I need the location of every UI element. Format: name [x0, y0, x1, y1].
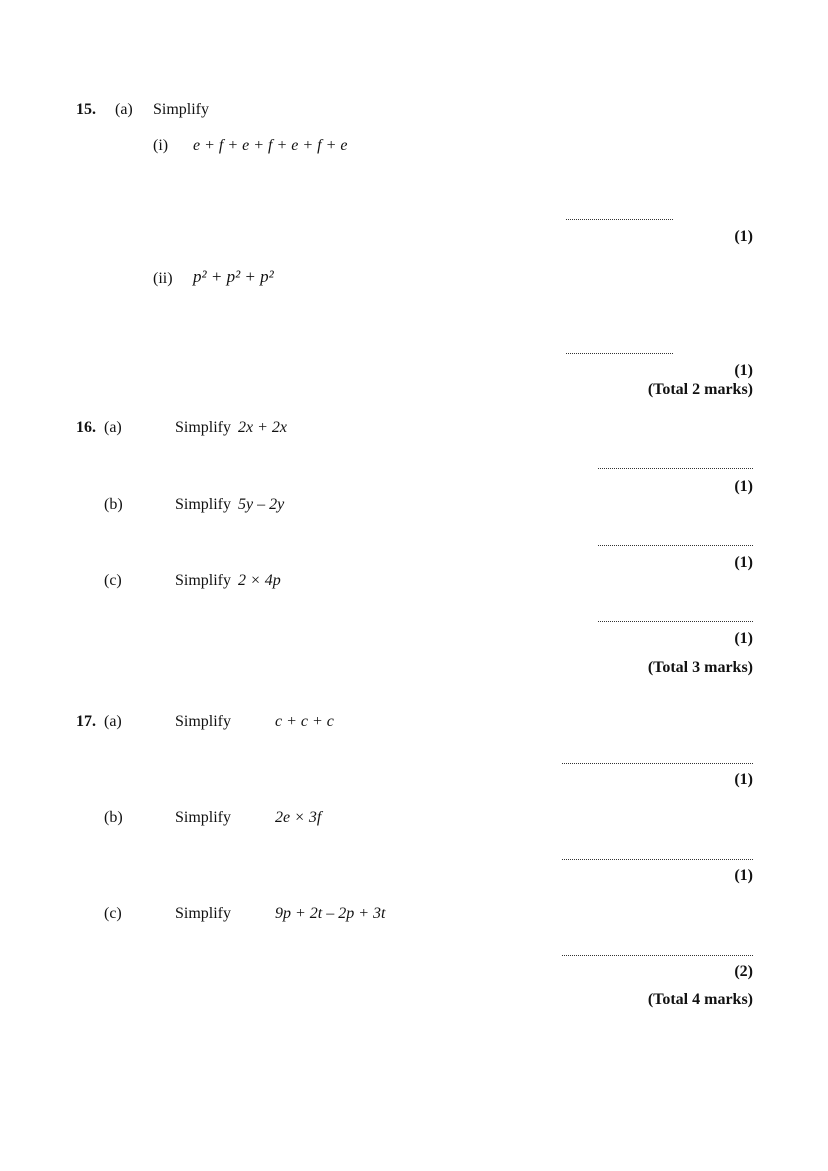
- expression: 5y – 2y: [238, 496, 285, 513]
- expression: 9p + 2t – 2p + 3t: [275, 905, 386, 922]
- part-label: (a): [104, 419, 122, 436]
- answer-line[interactable]: [598, 621, 753, 622]
- answer-line[interactable]: [562, 955, 753, 956]
- marks: (1): [734, 554, 753, 571]
- instruction: Simplify: [175, 809, 232, 826]
- instruction: Simplify: [175, 905, 232, 922]
- sub-part-label: (i): [153, 137, 169, 154]
- instruction: Simplify: [175, 419, 232, 436]
- answer-line[interactable]: [566, 353, 673, 354]
- answer-line[interactable]: [562, 859, 753, 860]
- part-label: (c): [104, 905, 122, 922]
- expression: 2x + 2x: [238, 419, 287, 436]
- marks: (1): [734, 630, 753, 647]
- part-label: (c): [104, 572, 122, 589]
- instruction: Simplify: [175, 572, 232, 589]
- part-label: (b): [104, 809, 123, 826]
- answer-line[interactable]: [566, 219, 673, 220]
- expression: p² + p² + p²: [193, 267, 274, 286]
- total-marks: (Total 3 marks): [647, 659, 753, 676]
- marks: (1): [734, 362, 753, 379]
- marks: (1): [734, 867, 753, 884]
- answer-line[interactable]: [598, 468, 753, 469]
- instruction: Simplify: [175, 496, 232, 513]
- expression: c + c + c: [275, 713, 334, 730]
- part-label: (a): [115, 101, 133, 118]
- answer-line[interactable]: [598, 545, 753, 546]
- expression: 2 × 4p: [238, 572, 281, 589]
- marks: (1): [734, 478, 753, 495]
- question-number: 16.: [76, 419, 96, 436]
- total-marks: (Total 2 marks): [647, 381, 753, 398]
- sub-part-label: (ii): [153, 270, 173, 287]
- part-label: (b): [104, 496, 123, 513]
- marks: (1): [734, 771, 753, 788]
- instruction: Simplify: [175, 713, 232, 730]
- question-number: 15.: [76, 101, 96, 118]
- expression: 2e × 3f: [275, 809, 322, 826]
- marks: (2): [734, 963, 753, 980]
- marks: (1): [734, 228, 753, 245]
- question-number: 17.: [76, 713, 96, 730]
- expression: e + f + e + f + e + f + e: [193, 137, 348, 154]
- instruction: Simplify: [153, 101, 210, 118]
- part-label: (a): [104, 713, 122, 730]
- total-marks: (Total 4 marks): [647, 991, 753, 1008]
- answer-line[interactable]: [562, 763, 753, 764]
